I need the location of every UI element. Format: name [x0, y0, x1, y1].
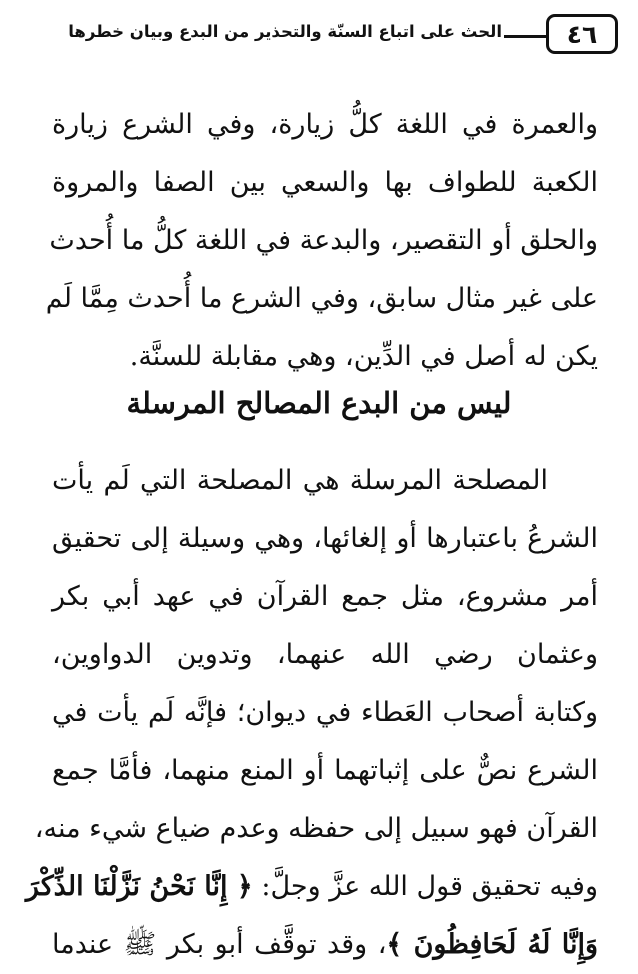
text-line: على غير مثال سابق، وفي الشرع ما أُحدث مِمَّا لَم: [45, 283, 598, 314]
header-rule: [504, 35, 546, 38]
text-line: [25, 858, 598, 916]
quran-verse: ﴿ إِنَّا نَحْنُ نَزَّلْنَا الذِّكْرَ: [25, 871, 253, 902]
text-line: والحلق أو التقصير، والبدعة في اللغة كلُّ ما أُحدث: [49, 225, 598, 256]
page-number: ٤٦: [546, 14, 618, 54]
text-line: الشرع نصٌّ على إثباتهما أو المنع منهما، فأمَّا جمع: [52, 755, 598, 786]
paragraph-maslaha: [25, 452, 599, 974]
running-header: [8, 10, 618, 60]
text-line: المصلحة المرسلة هي المصلحة التي لَم يأت: [52, 465, 548, 496]
section-heading: ليس من البدع المصالح المرسلة: [126, 386, 512, 420]
text-line: وعثمان رضي الله عنهما، وتدوين الدواوين،: [52, 639, 598, 670]
paragraph-definitions: [45, 96, 598, 386]
text-line: الشرعُ باعتبارها أو إلغائها، وهي وسيلة إلى تحقيق: [52, 523, 598, 554]
text-line: والعمرة في اللغة كلُّ زيارة، وفي الشرع زيارة: [52, 109, 598, 140]
text-line: القرآن فهو سبيل إلى حفظه وعدم ضياع شيء منه،: [34, 813, 598, 844]
text-line: الكعبة للطواف بها والسعي بين الصفا والمروة: [52, 167, 598, 198]
text-segment: ، وقد توقَّف أبو بكر ﷺ عندما: [52, 929, 387, 960]
quran-verse: وَإِنَّا لَهُ لَحَافِظُونَ ﴾: [386, 929, 599, 960]
text-line: أمر مشروع، مثل جمع القرآن في عهد أبي بكر: [52, 581, 598, 612]
running-title: الحث على اتباع السنّة والتحذير من البدع وبيان خطرها: [68, 22, 502, 41]
text-line: وكتابة أصحاب العَطاء في ديوان؛ فإنَّه لَم يأت في: [52, 697, 598, 728]
text-segment: وفيه تحقيق قول الله عزَّ وجلَّ:: [261, 871, 598, 902]
text-line: يكن له أصل في الدِّين، وهي مقابلة للسنَّة.: [129, 341, 598, 372]
text-line: [52, 916, 598, 974]
